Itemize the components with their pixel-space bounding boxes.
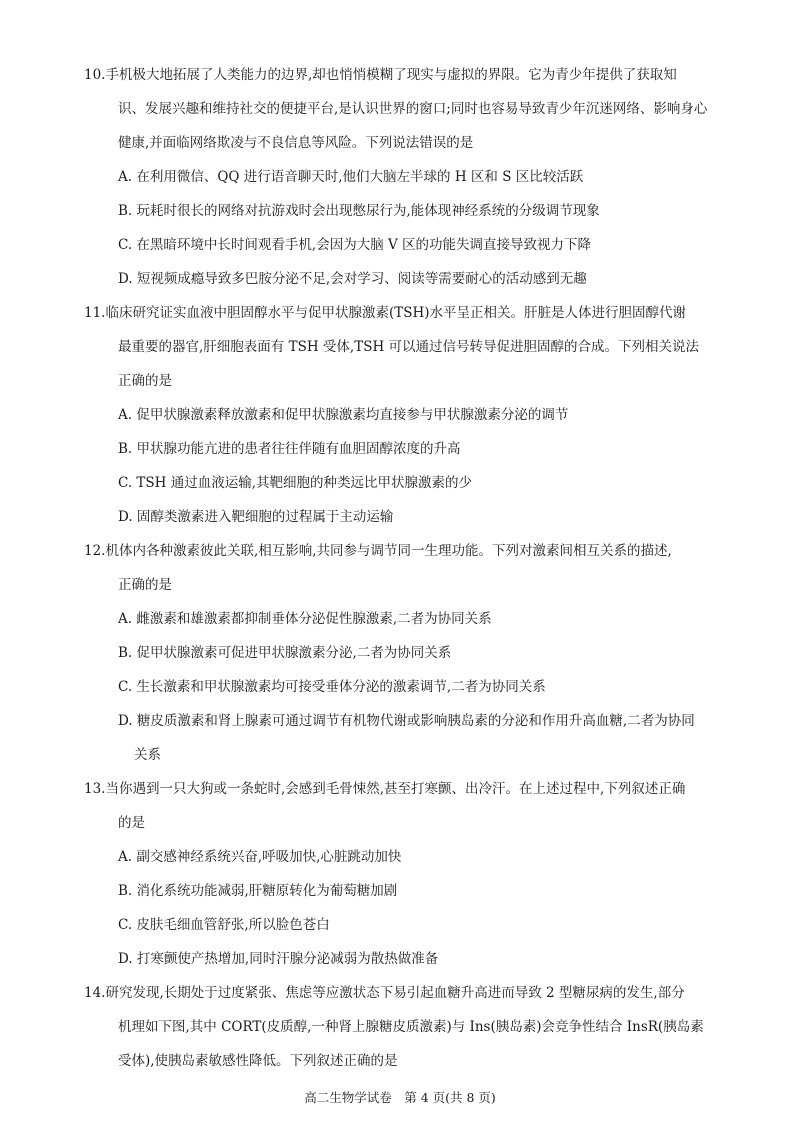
question-13-stem-line: 的是	[118, 815, 145, 831]
question-12-stem-line: 正确的是	[118, 577, 172, 593]
question-10-stem-line: 识、发展兴趣和维持社交的便捷平台,是认识世界的窗口;同时也容易导致青少年沉迷网络、影响身心	[118, 101, 708, 117]
question-10-stem-line: 健康,并面临网络欺凌与不良信息等风险。下列说法错误的是	[118, 135, 474, 151]
question-12-option-D: 关系	[134, 747, 161, 763]
question-14-stem-line: 受体),使胰岛素敏感性降低。下列叙述正确的是	[118, 1053, 398, 1069]
question-10-stem-line: 10.手机极大地拓展了人类能力的边界,却也悄悄模糊了现实与虚拟的界限。它为青少年提供了获取知	[84, 67, 677, 83]
question-11-stem-line: 最重要的器官,肝细胞表面有 TSH 受体,TSH 可以通过信号转导促进胆固醇的合成。下列相关说法	[118, 339, 700, 355]
question-11-option-C: C. TSH 通过血液运输,其靶细胞的种类远比甲状腺激素的少	[118, 475, 473, 491]
question-13-option-D: D. 打寒颤使产热增加,同时汗腺分泌减弱为散热做准备	[118, 951, 439, 967]
question-11-stem-line: 11.临床研究证实血液中胆固醇水平与促甲状腺激素(TSH)水平呈正相关。肝脏是人体进行胆固醇代谢	[84, 305, 687, 321]
question-11-option-B: B. 甲状腺功能亢进的患者往往伴随有血胆固醇浓度的升高	[118, 441, 461, 457]
question-10-option-D: D. 短视频成瘾导致多巴胺分泌不足,会对学习、阅读等需要耐心的活动感到无趣	[118, 271, 587, 287]
question-12-option-A: A. 雌激素和雄激素都抑制垂体分泌促性腺激素,二者为协同关系	[118, 611, 492, 627]
question-11-option-D: D. 固醇类激素进入靶细胞的过程属于主动运输	[118, 509, 394, 525]
question-12-option-C: C. 生长激素和甲状腺激素均可接受垂体分泌的激素调节,二者为协同关系	[118, 679, 546, 695]
question-13-option-B: B. 消化系统功能减弱,肝糖原转化为葡萄糖加剧	[118, 883, 398, 899]
question-10-option-C: C. 在黑暗环境中长时间观看手机,会因为大脑 V 区的功能失调直接导致视力下降	[118, 237, 592, 253]
question-14-stem-line: 机理如下图,其中 CORT(皮质醇,一种肾上腺糖皮质激素)与 Ins(胰岛素)会竞争性结合 InsR(胰岛素	[118, 1019, 704, 1035]
question-13-option-A: A. 副交感神经系统兴奋,呼吸加快,心脏跳动加快	[118, 849, 402, 865]
question-11-option-A: A. 促甲状腺激素释放激素和促甲状腺激素均直接参与甲状腺激素分泌的调节	[118, 407, 569, 423]
question-12-option-D: D. 糖皮质激素和肾上腺素可通过调节有机物代谢或影响胰岛素的分泌和作用升高血糖,二者为协同	[118, 713, 695, 729]
question-13-stem-line: 13.当你遇到一只大狗或一条蛇时,会感到毛骨悚然,甚至打寒颤、出冷汗。在上述过程中,下列叙述正确	[84, 781, 686, 797]
question-10-option-B: B. 玩耗时很长的网络对抗游戏时会出现憋尿行为,能体现神经系统的分级调节现象	[118, 203, 600, 219]
question-14-stem-line: 14.研究发现,长期处于过度紧张、焦虑等应激状态下易引起血糖升高进而导致 2 型糖尿病的发生,部分	[84, 985, 685, 1001]
question-12-stem-line: 12.机体内各种激素彼此关联,相互影响,共同参与调节同一生理功能。下列对激素间相互关系的描述,	[84, 543, 672, 559]
question-13-option-C: C. 皮肤毛细血管舒张,所以脸色苍白	[118, 917, 330, 933]
question-10-option-A: A. 在利用微信、QQ 进行语音聊天时,他们大脑左半球的 H 区和 S 区比较活跃	[118, 169, 584, 185]
page-footer: 高二生物学试卷 第 4 页(共 8 页)	[304, 1090, 496, 1105]
question-11-stem-line: 正确的是	[118, 373, 172, 389]
question-12-option-B: B. 促甲状腺激素可促进甲状腺激素分泌,二者为协同关系	[118, 645, 452, 661]
